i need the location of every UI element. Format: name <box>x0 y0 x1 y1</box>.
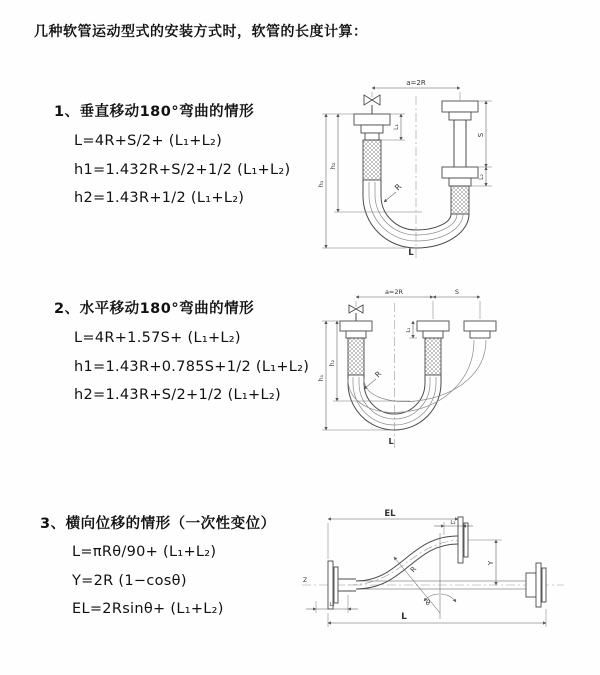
dim-label-s: S <box>454 288 460 296</box>
length-label: L <box>388 437 394 446</box>
section-2-heading: 2、水平移动180°弯曲的情形 <box>54 301 255 317</box>
radius-leader <box>364 369 383 389</box>
formula-line: L=4R+1.57S+ (L₁+L₂) <box>74 330 241 346</box>
dim-label-h2: h₂ <box>329 162 337 170</box>
dim-label-h1: h₁ <box>318 374 325 382</box>
formula-line: h2=1.43R+1/2 (L₁+L₂) <box>74 190 245 207</box>
section-3-formulas <box>72 538 224 624</box>
braided-hose-section <box>363 140 381 180</box>
dimension-h2 <box>329 321 410 401</box>
dimension-l <box>328 609 546 627</box>
angle-label: θ <box>425 599 431 607</box>
dim-label-h2: h₂ <box>329 359 336 367</box>
radius-label: R <box>373 369 384 380</box>
left-hose-fitting <box>340 321 372 375</box>
centerline-mark: Z <box>303 577 308 584</box>
left-hose-fitting <box>354 114 390 180</box>
dim-label-l: L <box>401 612 407 622</box>
valve-icon <box>364 95 380 114</box>
dim-label-a2r: a=2R <box>384 288 404 296</box>
formula-line: EL=2Rsinθ+ (L₁+L₂) <box>72 601 224 618</box>
dimension-el <box>328 509 458 559</box>
diagram-lateral-displacement <box>298 505 598 649</box>
formula-line: L=πRθ/90+ (L₁+L₂) <box>72 544 217 560</box>
formula-line: L=4R+S/2+ (L₁+L₂) <box>74 133 223 149</box>
length-label: L <box>408 248 414 258</box>
radius-label: R <box>408 565 419 575</box>
formula-line: h2=1.43R+S/2+1/2 (L₁+L₂) <box>74 387 281 404</box>
dim-label-s: S <box>477 132 485 138</box>
dim-label-a2r: a=2R <box>406 79 426 87</box>
radius-label: R <box>393 182 404 193</box>
dimension-s <box>433 288 480 319</box>
right-hose-fitting <box>442 101 478 214</box>
lower-right-flange <box>526 563 546 607</box>
upper-right-flange <box>458 517 502 563</box>
middle-hose-fitting <box>417 321 449 375</box>
formula-line: h1=1.432R+S/2+1/2 (L₁+L₂) <box>74 161 291 178</box>
dim-label-y: Y <box>487 560 495 566</box>
valve-icon <box>349 305 363 321</box>
diagram-horizontal-180-bend <box>310 283 595 457</box>
dim-label-l1: L₁ <box>329 602 335 608</box>
section-3-heading: 3、横向位移的情形（一次性变位） <box>40 516 276 532</box>
dim-label-h1: h₁ <box>317 180 325 188</box>
diagram-vertical-180-bend <box>310 68 540 267</box>
dim-label-l1: L₁ <box>393 124 400 130</box>
section-1-heading: 1、垂直移动180°弯曲的情形 <box>54 104 255 120</box>
hose-u-bend-moved <box>348 340 486 413</box>
right-hose-fitting <box>464 321 496 338</box>
dimension-l1 <box>406 321 417 338</box>
radius-leader <box>384 182 404 202</box>
page-title: 几种软管运动型式的安装方式时，软管的长度计算： <box>34 24 368 40</box>
dimension-s <box>477 101 492 167</box>
braided-hose-section <box>451 186 469 214</box>
angle-construction <box>394 533 456 619</box>
formula-line: h1=1.43R+0.785S+1/2 (L₁+L₂) <box>74 358 310 375</box>
dim-label-l2: L₂ <box>450 520 456 526</box>
section-1-formulas <box>74 127 290 213</box>
dim-label-l2: L₂ <box>478 174 485 180</box>
section-2-formulas <box>74 324 309 410</box>
dimension-y <box>487 540 496 585</box>
dim-label-el: EL <box>384 509 396 519</box>
formula-line: Y=2R (1−cosθ) <box>72 572 187 589</box>
dim-label-l1: L₁ <box>406 327 412 333</box>
